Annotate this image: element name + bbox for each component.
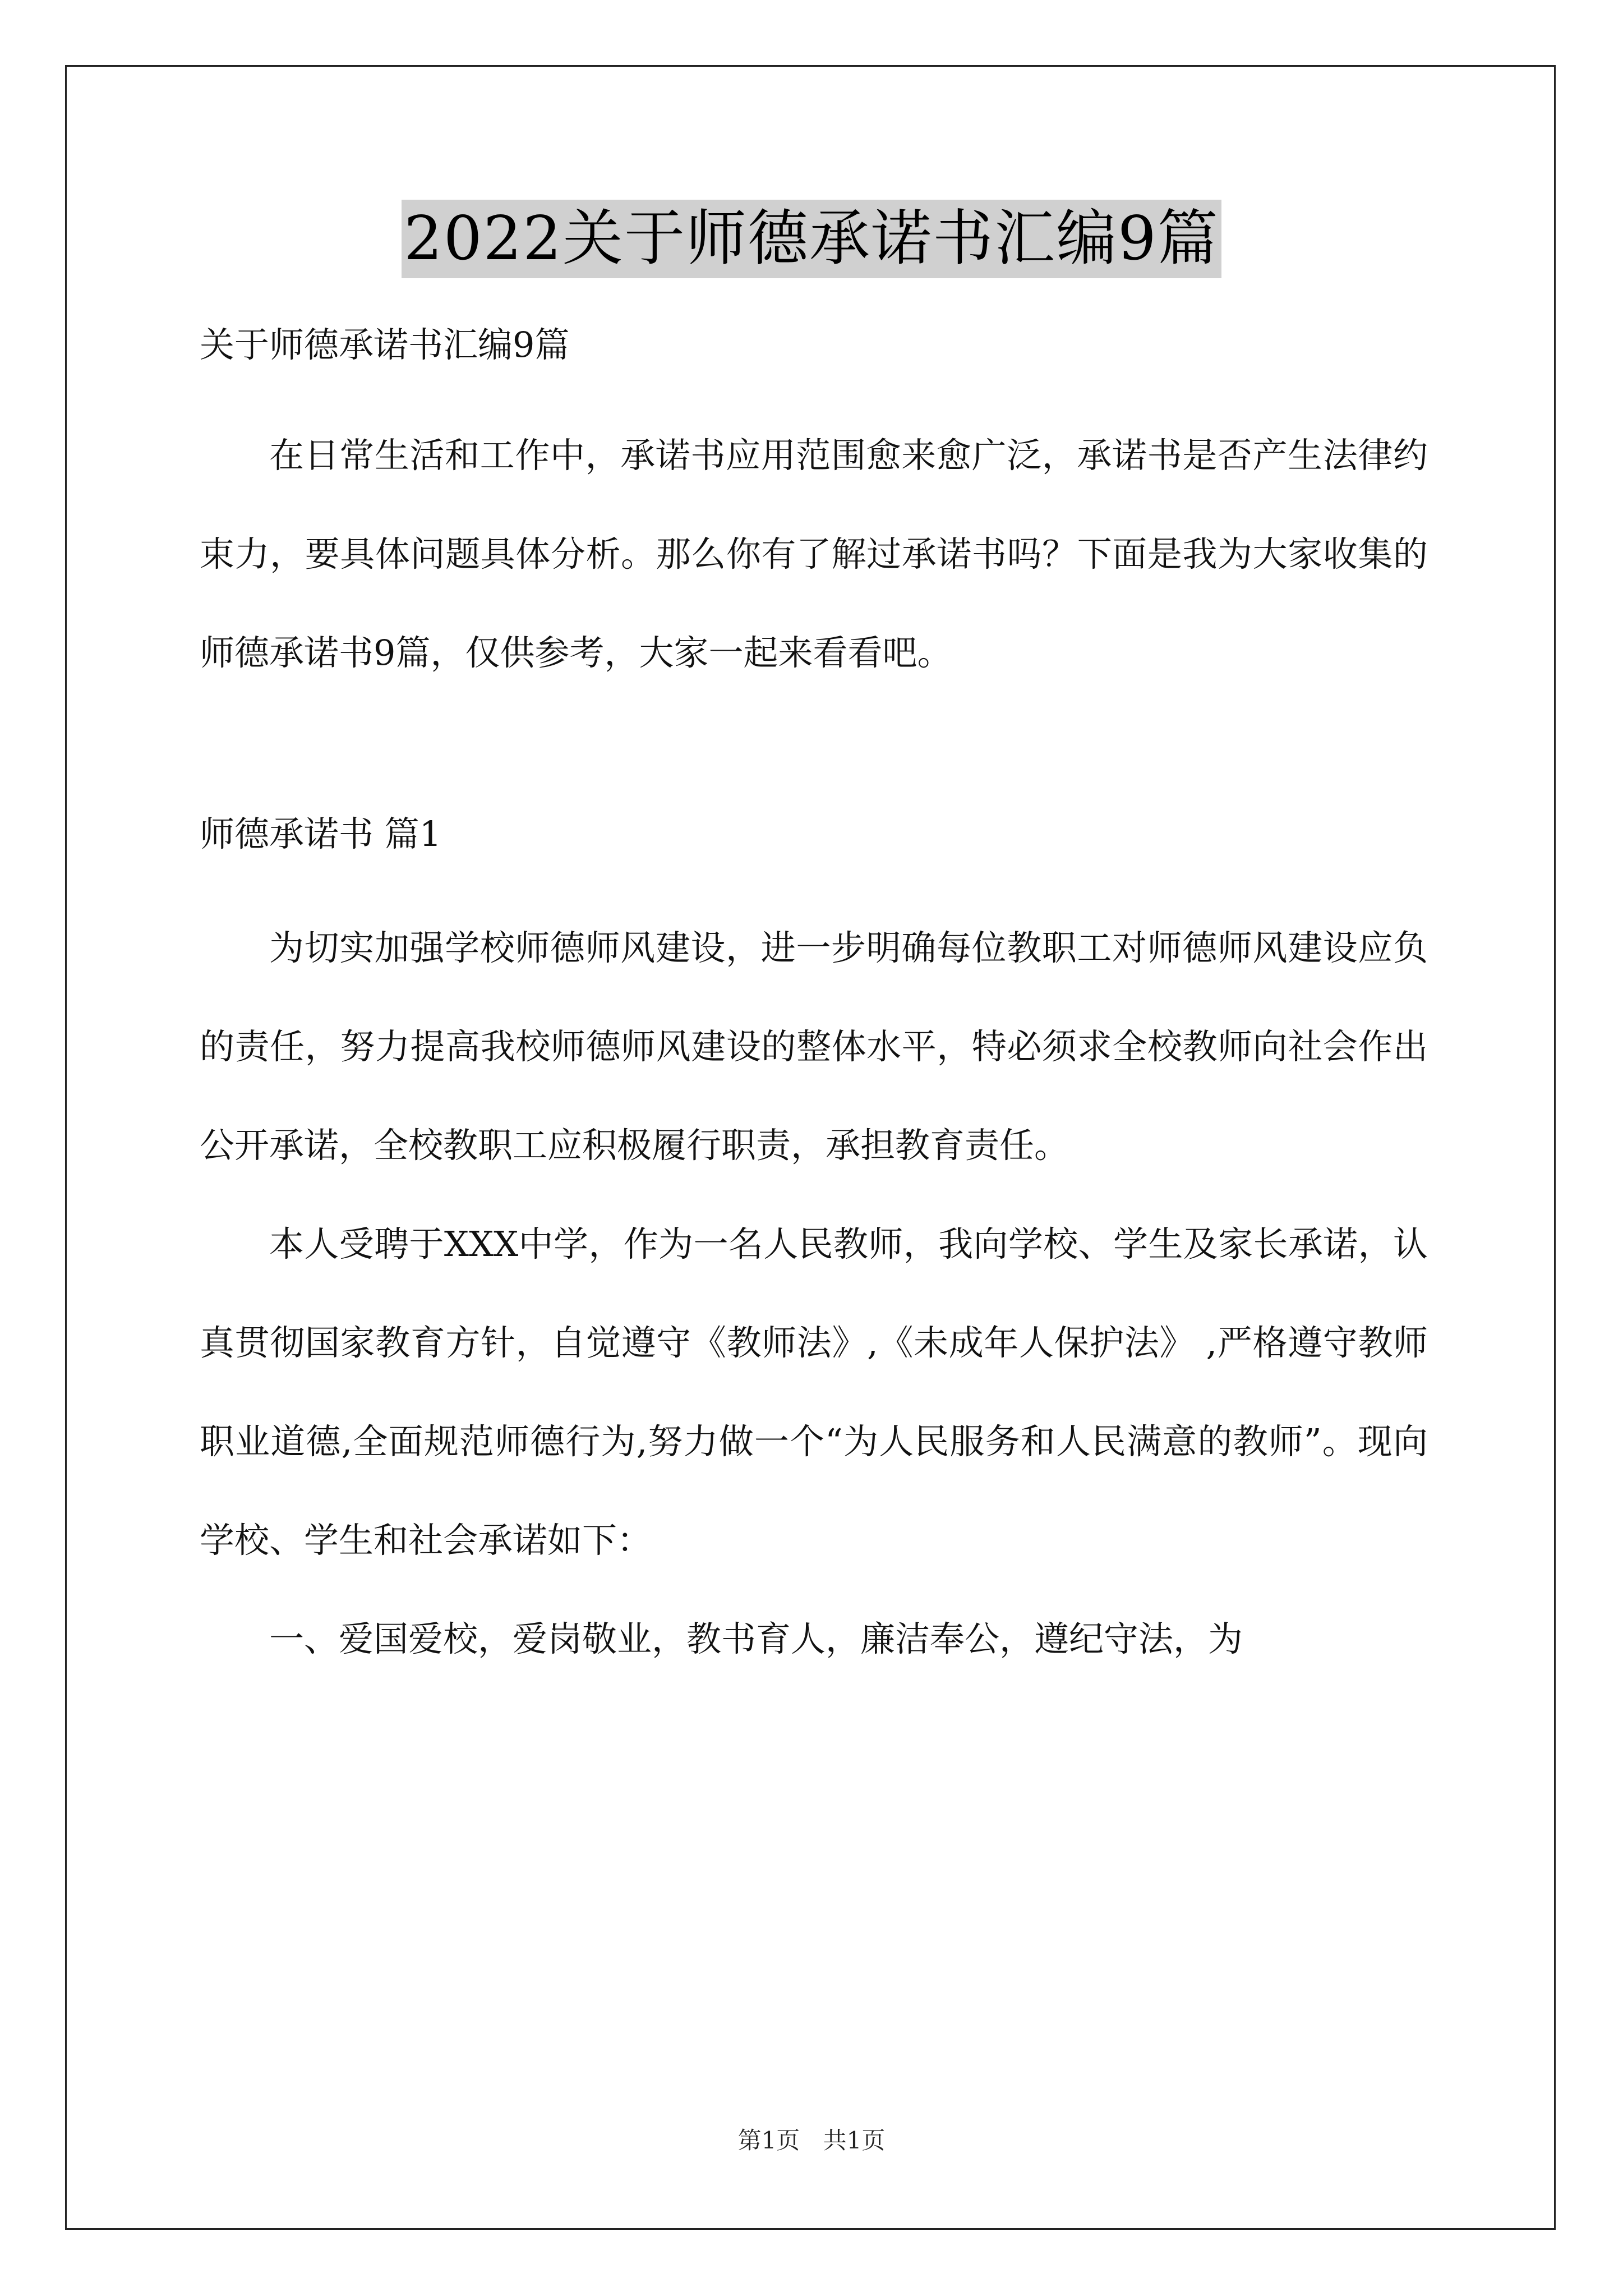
body-paragraph-1: 为切实加强学校师德师风建设，进一步明确每位教职工对师德师风建设应负的责任，努力提高我校师德师风建设的整体水平，特必须求全校教师向社会作出公开承诺，全校教职工应积极履行职责，承担教育责任。 (200, 927, 1428, 1166)
page-number-total: 共1页 (823, 2127, 886, 2154)
document-body (200, 292, 1428, 1688)
body-paragraph-2: 本人受聘于XXX中学，作为一名人民教师，我向学校、学生及家长承诺，认真贯彻国家教育方针，自觉遵守《教师法》,《未成年人保护法》 ,严格遵守教师职业道德,全面规范师德行为,努力做一个“为人民服务和人民满意的教师”。现向学校、学生和社会承诺如下： (200, 1223, 1428, 1561)
page-number-current: 第1页 (737, 2127, 800, 2154)
intro-paragraph: 在日常生活和工作中，承诺书应用范围愈来愈广泛，承诺书是否产生法律约束力，要具体问题具体分析。那么你有了解过承诺书吗？下面是我为大家收集的师德承诺书9篇，仅供参考，大家一起来看看吧。 (200, 435, 1428, 673)
document-subtitle: 关于师德承诺书汇编9篇 (200, 324, 570, 365)
title-container (0, 200, 1623, 278)
page-footer (0, 2124, 1623, 2157)
document-title: 2022关于师德承诺书汇编9篇 (402, 200, 1221, 278)
body-paragraph-3: 一、爱国爱校，爱岗敬业，教书育人，廉洁奉公，遵纪守法，为 (269, 1618, 1243, 1659)
section-heading: 师德承诺书 篇1 (200, 813, 442, 854)
